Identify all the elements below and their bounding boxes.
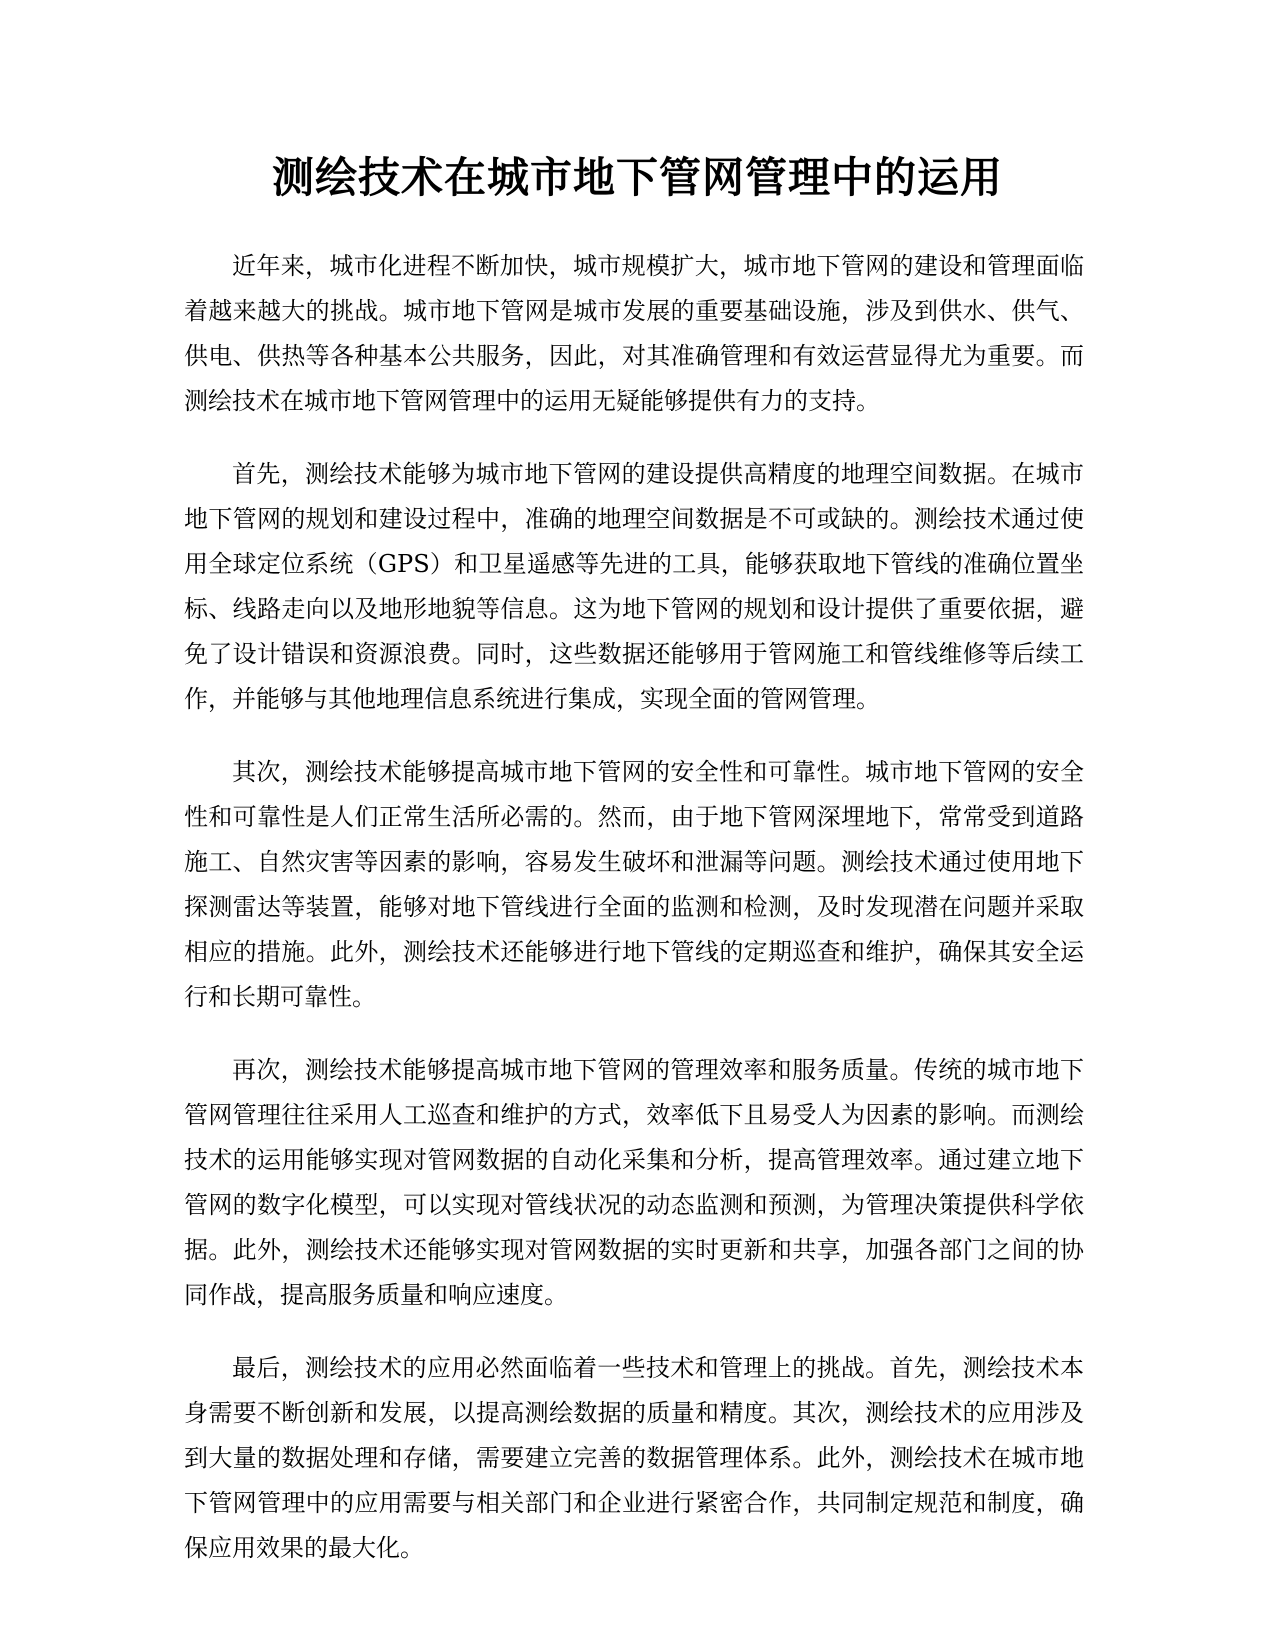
paragraph-3: 其次，测绘技术能够提高城市地下管网的安全性和可靠性。城市地下管网的安全性和可靠性是人们正常生活所必需的。然而，由于地下管网深埋地下，常常受到道路施工、自然灾害等因素的影响，容易发生破坏和泄漏等问题。测绘技术通过使用地下探测雷达等装置，能够对地下管线进行全面的监测和检测，及时发现潜在问题并采取相应的措施。此外，测绘技术还能够进行地下管线的定期巡查和维护，确保其安全运行和长期可靠性。: [184, 758, 1084, 1011]
paragraph-2: 首先，测绘技术能够为城市地下管网的建设提供高精度的地理空间数据。在城市地下管网的规划和建设过程中，准确的地理空间数据是不可或缺的。测绘技术通过使用全球定位系统（GPS）和卫星遥感等先进的工具，能够获取地下管线的准确位置坐标、线路走向以及地形地貌等信息。这为地下管网的规划和设计提供了重要依据，避免了设计错误和资源浪费。同时，这些数据还能够用于管网施工和管线维修等后续工作，并能够与其他地理信息系统进行集成，实现全面的管网管理。: [184, 460, 1084, 713]
paragraph-5: 最后，测绘技术的应用必然面临着一些技术和管理上的挑战。首先，测绘技术本身需要不断创新和发展，以提高测绘数据的质量和精度。其次，测绘技术的应用涉及到大量的数据处理和存储，需要建立完善的数据管理体系。此外，测绘技术在城市地下管网管理中的应用需要与相关部门和企业进行紧密合作，共同制定规范和制度，确保应用效果的最大化。: [184, 1354, 1084, 1562]
paragraph-1: 近年来，城市化进程不断加快，城市规模扩大，城市地下管网的建设和管理面临着越来越大的挑战。城市地下管网是城市发展的重要基础设施，涉及到供水、供气、供电、供热等各种基本公共服务，因此，对其准确管理和有效运营显得尤为重要。而测绘技术在城市地下管网管理中的运用无疑能够提供有力的支持。: [184, 252, 1084, 415]
document-title: 测绘技术在城市地下管网管理中的运用: [271, 153, 1003, 202]
paragraph-4: 再次，测绘技术能够提高城市地下管网的管理效率和服务质量。传统的城市地下管网管理往往采用人工巡查和维护的方式，效率低下且易受人为因素的影响。而测绘技术的运用能够实现对管网数据的自动化采集和分析，提高管理效率。通过建立地下管网的数字化模型，可以实现对管线状况的动态监测和预测，为管理决策提供科学依据。此外，测绘技术还能够实现对管网数据的实时更新和共享，加强各部门之间的协同作战，提高服务质量和响应速度。: [184, 1056, 1084, 1309]
document-body: [184, 244, 1084, 1599]
